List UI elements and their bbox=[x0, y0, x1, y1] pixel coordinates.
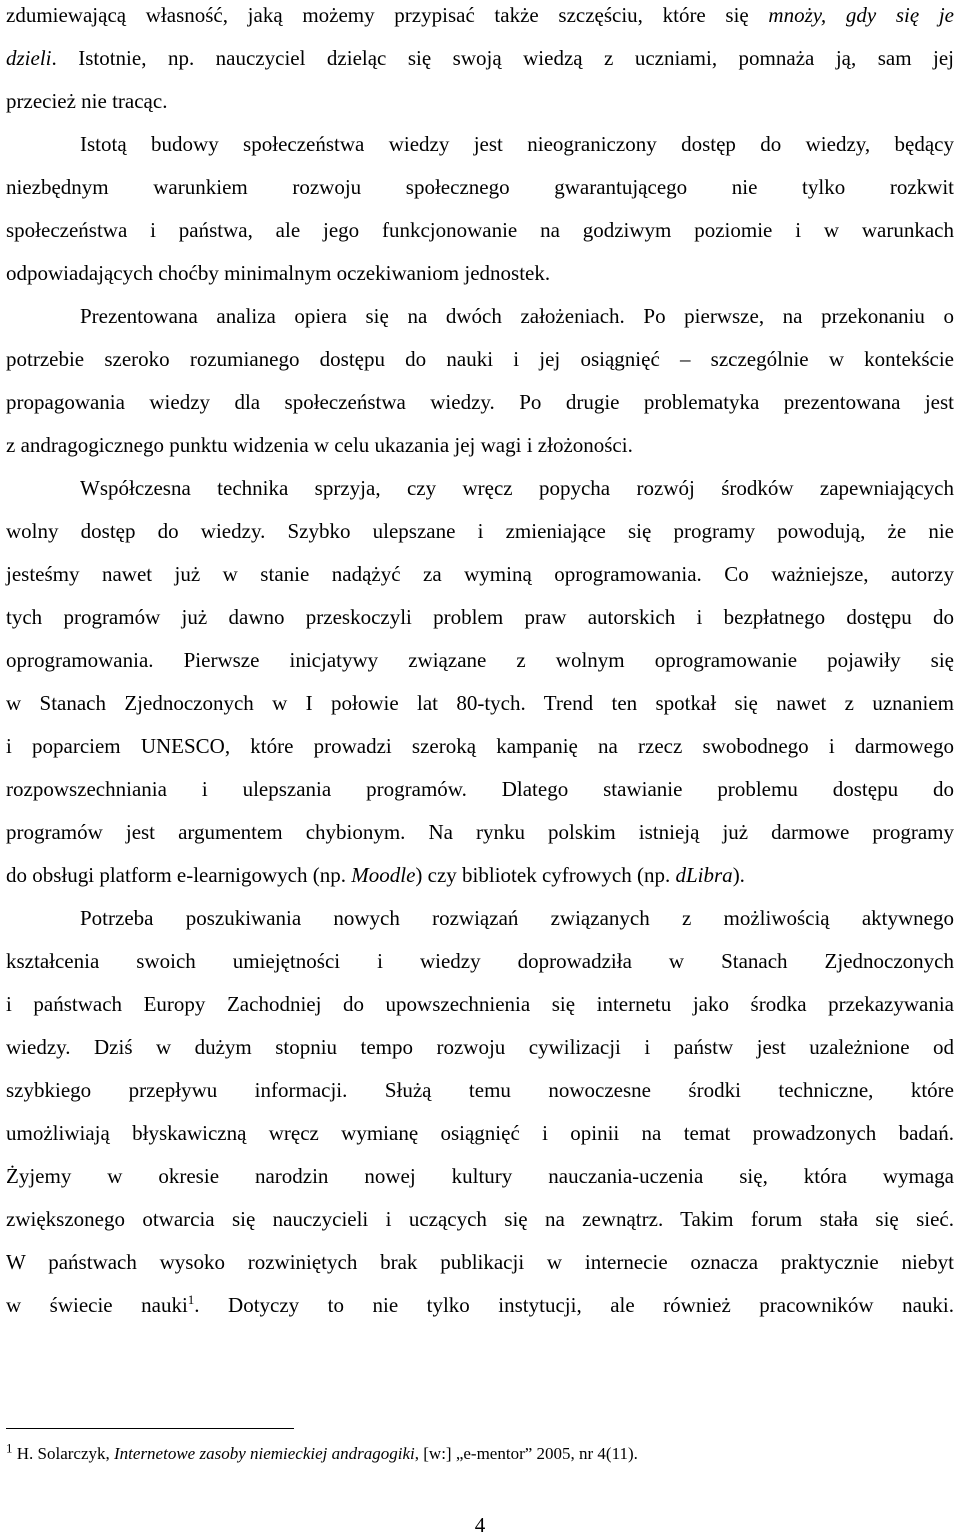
paragraph-line: umożliwiają błyskawiczną wręcz wymianę osiągnięć i opinii na temat prowadzonych badań. bbox=[6, 1121, 954, 1145]
paragraph-line: z andragogicznego punktu widzenia w celu ukazania jej wagi i złożoności. bbox=[6, 433, 633, 457]
paragraph-line: zdumiewającą własność, jaką możemy przypisać także szczęściu, które się mnoży, gdy się je bbox=[6, 3, 954, 27]
italic-name-dlibra: dLibra bbox=[675, 863, 733, 887]
italic-name-moodle: Moodle bbox=[351, 863, 416, 887]
footnote-title: Internetowe zasoby niemieckiej andragogiki bbox=[114, 1444, 415, 1463]
footnote-reference: 1 bbox=[187, 1292, 195, 1307]
paragraph-line: do obsługi platform e-learnigowych (np. Moodle) czy bibliotek cyfrowych (np. dLibra). bbox=[6, 863, 745, 887]
paragraph-line: oprogramowania. Pierwsze inicjatywy związane z wolnym oprogramowanie pojawiły się bbox=[6, 648, 954, 672]
footnote-separator bbox=[6, 1428, 294, 1429]
paragraph-line: kształcenia swoich umiejętności i wiedzy doprowadziła w Stanach Zjednoczonych bbox=[6, 949, 954, 973]
paragraph-line: Prezentowana analiza opiera się na dwóch założeniach. Po pierwsze, na przekonaniu o bbox=[80, 304, 954, 328]
page-number: 4 bbox=[474, 1513, 486, 1537]
footnote-marker: 1 bbox=[6, 1440, 13, 1456]
paragraph-line: propagowania wiedzy dla społeczeństwa wiedzy. Po drugie problematyka prezentowana jest bbox=[6, 390, 954, 414]
paragraph-line: rozpowszechniania i ulepszania programów. Dlatego stawianie problemu dostępu do bbox=[6, 777, 954, 801]
paragraph-line: Istotą budowy społeczeństwa wiedzy jest nieograniczony dostęp do wiedzy, będący bbox=[80, 132, 954, 156]
paragraph-line: dzieli. Istotnie, np. nauczyciel dzieląc się swoją wiedzą z uczniami, pomnaża ją, sam jej bbox=[6, 46, 954, 70]
paragraph-line: odpowiadających choćby minimalnym oczekiwaniom jednostek. bbox=[6, 261, 551, 285]
paragraph-line: Potrzeba poszukiwania nowych rozwiązań związanych z możliwością aktywnego bbox=[80, 906, 954, 930]
paragraph-line: w świecie nauki$^1$. Dotyczy to nie tylko instytucji, ale również pracowników nauki. bbox=[6, 1292, 954, 1317]
paragraph-line: potrzebie szeroko rozumianego dostępu do nauki i jej osiągnięć – szczególnie w kontekście bbox=[6, 347, 954, 371]
paragraph-line: szybkiego przepływu informacji. Służą temu nowoczesne środki techniczne, które bbox=[6, 1078, 954, 1102]
paragraph-line: Współczesna technika sprzyja, czy wręcz popycha rozwój środków zapewniających bbox=[80, 476, 954, 500]
paragraph-line: programów jest argumentem chybionym. Na rynku polskim istnieją już darmowe programy bbox=[6, 820, 954, 844]
paragraph-line: przecież nie tracąc. bbox=[6, 89, 168, 113]
paragraph-line: społeczeństwa i państwa, ale jego funkcjonowanie na godziwym poziomie i w warunkach bbox=[6, 218, 954, 242]
paragraph-line: Żyjemy w okresie narodzin nowej kultury nauczania-uczenia się, która wymaga bbox=[6, 1164, 954, 1188]
paragraph-line: i poparciem UNESCO, które prowadzi szeroką kampanię na rzecz swobodnego i darmowego bbox=[6, 734, 954, 758]
paragraph-line: i państwach Europy Zachodniej do upowszechnienia się internetu jako środka przekazywania bbox=[6, 992, 954, 1016]
paragraph-line: w Stanach Zjednoczonych w I połowie lat 80-tych. Trend ten spotkał się nawet z uznaniem bbox=[6, 691, 954, 715]
paragraph-line: tych programów już dawno przeskoczyli problem praw autorskich i bezpłatnego dostępu do bbox=[6, 605, 954, 629]
paragraph-line: W państwach wysoko rozwiniętych brak publikacji w internecie oznacza praktycznie niebyt bbox=[6, 1250, 954, 1274]
footnote: $^1$ H. Solarczyk, Internetowe zasoby niemieckiej andragogiki, [w:] „e-mentor” 2005, nr 4(11). bbox=[6, 1440, 638, 1463]
italic-phrase: dzieli bbox=[6, 46, 52, 70]
paragraph-line: niezbędnym warunkiem rozwoju społecznego gwarantującego nie tylko rozkwit bbox=[6, 175, 954, 199]
paragraph-line: zwiększonego otwarcia się nauczycieli i uczących się na zewnątrz. Takim forum stała się sieć. bbox=[6, 1207, 954, 1231]
paragraph-line: wolny dostęp do wiedzy. Szybko ulepszane i zmieniające się programy powodują, że nie bbox=[6, 519, 954, 543]
paragraph-line: jesteśmy nawet już w stanie nadążyć za wyminą oprogramowania. Co ważniejsze, autorzy bbox=[6, 562, 954, 586]
paragraph-line: wiedzy. Dziś w dużym stopniu tempo rozwoju cywilizacji i państw jest uzależnione od bbox=[6, 1035, 954, 1059]
italic-phrase: mnoży, gdy się je bbox=[768, 3, 954, 27]
